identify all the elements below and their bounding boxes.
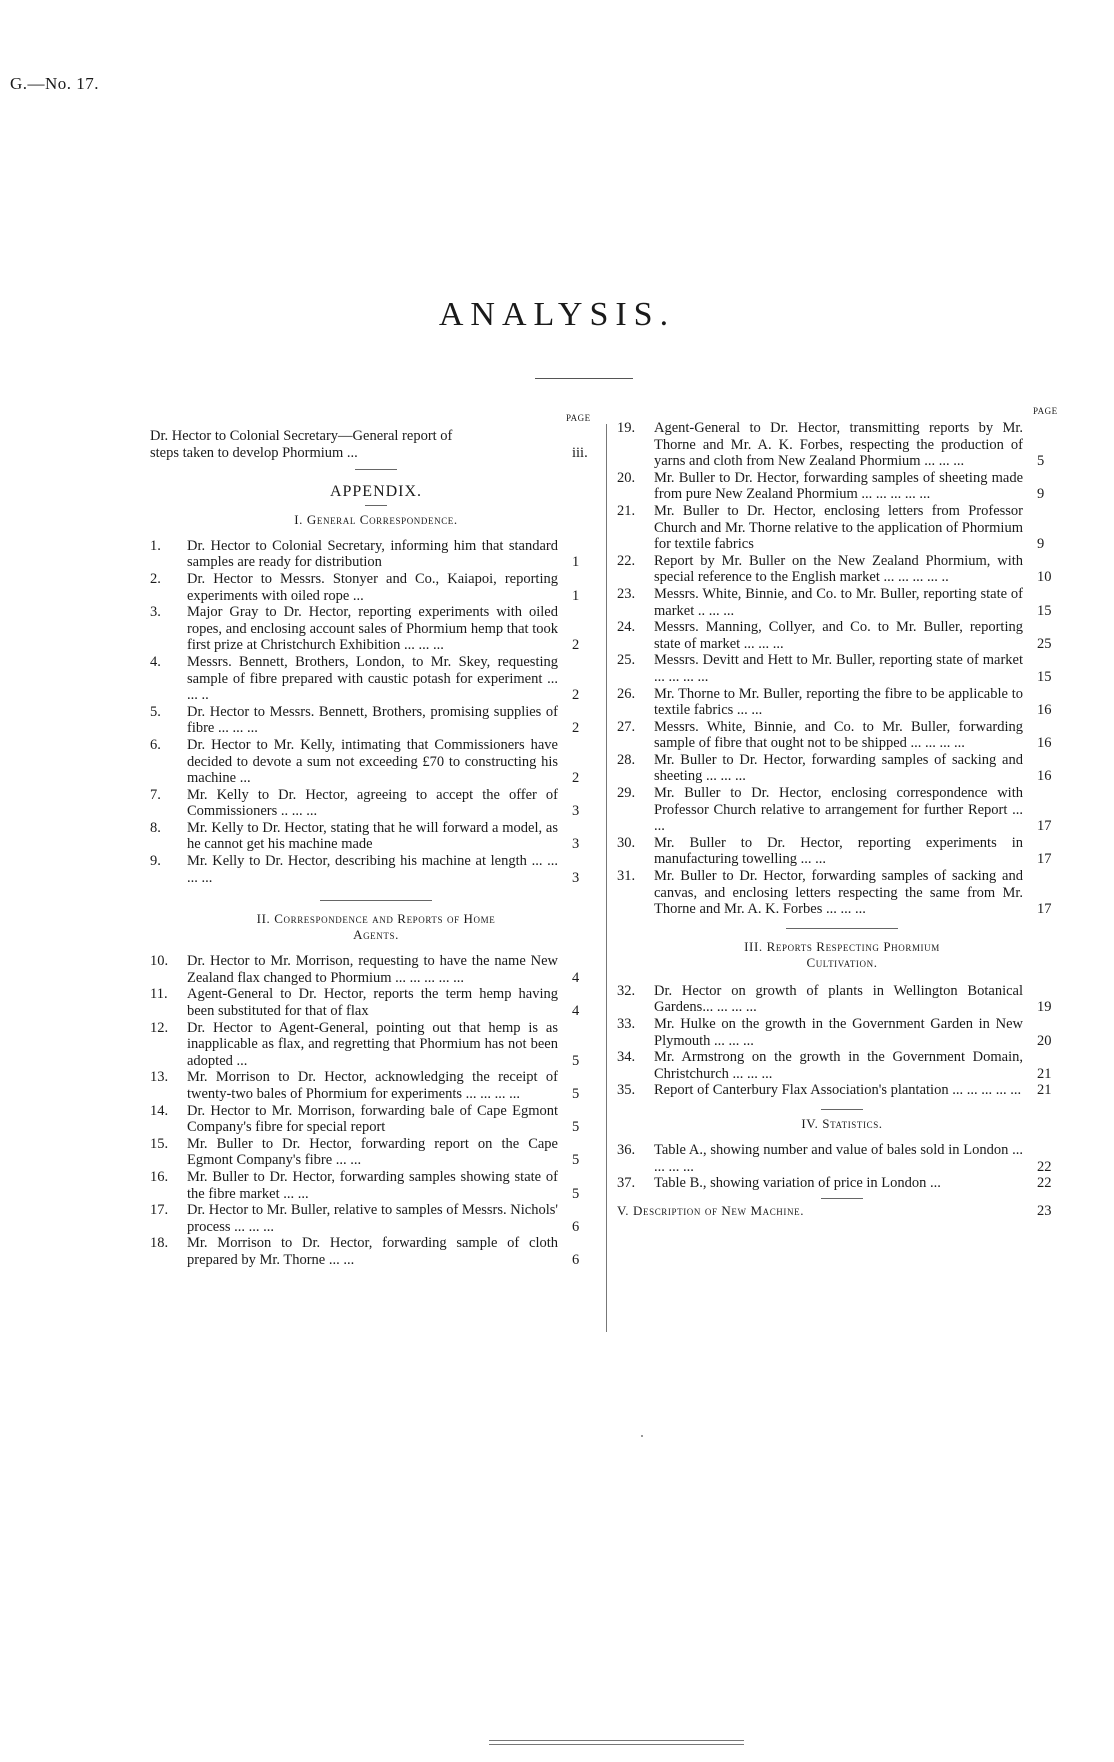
entry-text: Dr. Hector to Mr. Morrison, forwarding bale of Cape Egmont Company's fibre for special report: [187, 1102, 558, 1136]
entry-page: 2: [572, 687, 580, 704]
entry-number: 3.: [150, 604, 161, 621]
page-column-heading-left: PAGE: [566, 413, 591, 423]
general-entry-list: [150, 538, 602, 886]
list-item: [617, 420, 1067, 470]
entry-text: Mr. Kelly to Dr. Hector, agreeing to accept the offer of Commissioners .. ... ...: [187, 786, 558, 820]
list-item: [150, 1235, 602, 1268]
entry-page: 22: [1037, 1175, 1052, 1192]
entry-number: 9.: [150, 853, 161, 870]
entry-number: 14.: [150, 1102, 169, 1119]
entry-page: 5: [572, 1152, 580, 1169]
divider: [365, 505, 387, 506]
divider: [786, 928, 898, 929]
entry-text: Major Gray to Dr. Hector, reporting experiments with oiled ropes, and enclosing account sales of Phormium hemp that took first prize at Christchurch Exhibition ... ... ...: [187, 604, 558, 654]
entry-number: 30.: [617, 834, 636, 851]
list-item: [617, 1175, 1067, 1192]
entry-page: 17: [1037, 818, 1052, 835]
divider: [821, 1198, 863, 1199]
entry-page: 15: [1037, 602, 1052, 619]
entry-number: 1.: [150, 537, 161, 554]
entry-number: 23.: [617, 585, 636, 602]
entry-page: 21: [1037, 1082, 1052, 1099]
entry-text: Mr. Buller to Dr. Hector, enclosing correspondence with Professor Church relative to arrangement for further Report ... ...: [654, 785, 1023, 835]
entry-number: 25.: [617, 652, 636, 669]
entry-text: Messrs. White, Binnie, and Co. to Mr. Buller, reporting state of market .. ... ...: [654, 585, 1023, 619]
phormium-entry-list: [617, 983, 1067, 1099]
entry-page: 6: [572, 1251, 580, 1268]
list-item: [150, 604, 602, 654]
entry-number: 33.: [617, 1016, 636, 1032]
list-item: [617, 586, 1067, 619]
entry-number: 10.: [150, 953, 169, 970]
entry-page: 2: [572, 770, 580, 787]
entry-text: Dr. Hector on growth of plants in Wellington Botanical Gardens... ... ... ...: [654, 982, 1023, 1016]
list-item: [150, 953, 602, 986]
entry-text: Dr. Hector to Colonial Secretary, informing him that standard samples are ready for distribution: [187, 537, 558, 571]
divider: [821, 1109, 863, 1110]
entry-number: 2.: [150, 570, 161, 587]
list-item: [150, 787, 602, 820]
entry-number: 32.: [617, 982, 636, 999]
list-item: [150, 1103, 602, 1136]
list-item: [150, 654, 602, 704]
entry-number: 11.: [150, 986, 168, 1003]
section-heading-statistics: IV. Statistics.: [801, 1115, 883, 1131]
list-item: [617, 652, 1067, 685]
entry-number: 37.: [617, 1175, 636, 1192]
entry-text: Agent-General to Dr. Hector, transmitting reports by Mr. Thorne and Mr. A. K. Forbes, respecting the production of yarns and cloth from New Zealand Phormium ... ... ...: [654, 420, 1023, 470]
entry-text: Dr. Hector to Messrs. Bennett, Brothers, promising supplies of fibre ... ... ...: [187, 703, 558, 737]
list-item: [150, 986, 602, 1019]
entry-page: 16: [1037, 768, 1052, 785]
list-item: [617, 868, 1067, 918]
entry-page: 16: [1037, 735, 1052, 752]
entry-text: Table A., showing number and value of bales sold in London ... ... ... ...: [654, 1141, 1023, 1175]
entry-page: 3: [572, 836, 580, 853]
entry-page: 9: [1037, 536, 1045, 553]
list-item: [617, 553, 1067, 586]
entry-page: 22: [1037, 1158, 1052, 1175]
entry-page: 10: [1037, 569, 1052, 586]
end-rule: [489, 1744, 744, 1745]
entry-number: 24.: [617, 619, 636, 636]
section-heading-line: II. Correspondence and Reports of Home: [256, 911, 496, 927]
left-column: [150, 412, 602, 1269]
entry-page: 16: [1037, 702, 1052, 719]
list-item: [617, 619, 1067, 652]
list-item: [617, 1049, 1067, 1082]
entry-number: 5.: [150, 703, 161, 720]
entry-page: 5: [572, 1052, 580, 1069]
list-item: [150, 1169, 602, 1202]
entry-page: 4: [572, 969, 580, 986]
entry-number: 22.: [617, 552, 636, 569]
home-agents-entry-list: [150, 953, 602, 1268]
list-item: [150, 704, 602, 737]
entry-text: Mr. Buller to Dr. Hector, forwarding samples showing state of the fibre market ... ...: [187, 1168, 558, 1202]
entry-page: 1: [572, 587, 580, 604]
entry-page: 5: [572, 1185, 580, 1202]
entry-page: 25: [1037, 635, 1052, 652]
title-rule: [535, 378, 633, 379]
entry-number: 31.: [617, 868, 636, 885]
document-reference: G.—No. 17.: [10, 74, 100, 93]
entry-page: 4: [572, 1003, 580, 1020]
entry-page: 5: [572, 1086, 580, 1102]
intro-line-1: Dr. Hector to Colonial Secretary—General report of: [150, 428, 453, 444]
end-rule: [489, 1740, 744, 1741]
entry-number: 4.: [150, 653, 161, 670]
entry-number: 17.: [150, 1202, 169, 1219]
entry-number: 28.: [617, 751, 636, 768]
entry-text: Mr. Morrison to Dr. Hector, forwarding sample of cloth prepared by Mr. Thorne ... ...: [187, 1235, 558, 1268]
entry-page: 5: [1037, 453, 1045, 470]
entry-page: 17: [1037, 851, 1052, 868]
entry-text: Report by Mr. Buller on the New Zealand Phormium, with special reference to the English market ... ... ... ... ..: [654, 552, 1023, 586]
list-item: [617, 1142, 1067, 1175]
entry-page: 21: [1037, 1065, 1052, 1082]
entry-page: 2: [572, 637, 580, 654]
entry-number: 12.: [150, 1019, 169, 1036]
entry-number: 34.: [617, 1049, 636, 1066]
list-item: [617, 835, 1067, 868]
entry-text: Messrs. White, Binnie, and Co. to Mr. Buller, forwarding sample of fibre that ought not to be shipped ... ... ... ...: [654, 718, 1023, 752]
list-item: [150, 571, 602, 604]
entry-number: 13.: [150, 1069, 169, 1086]
entry-text: Mr. Thorne to Mr. Buller, reporting the fibre to be applicable to textile fabrics ... ...: [654, 685, 1023, 719]
entry-text: Report of Canterbury Flax Association's plantation ... ... ... ... ...: [654, 1082, 1022, 1099]
entry-text: Messrs. Bennett, Brothers, London, to Mr. Skey, requesting sample of fibre prepared with caustic potash for experiment ... ... ..: [187, 653, 558, 704]
page-column-heading-right: PAGE: [1033, 406, 1058, 416]
entry-text: Mr. Kelly to Dr. Hector, describing his machine at length ... ... ... ...: [187, 853, 558, 886]
entry-text: Mr. Buller to Dr. Hector, forwarding samples of sheeting made from pure New Zealand Phormium ... ... ... ... ...: [654, 469, 1023, 503]
entry-number: 35.: [617, 1082, 636, 1099]
page-title: ANALYSIS.: [438, 296, 676, 333]
entry-text: Dr. Hector to Mr. Morrison, requesting to have the name New Zealand flax changed to Phormium ... ... ... ... ...: [187, 953, 558, 986]
entry-text: Messrs. Devitt and Hett to Mr. Buller, reporting state of market ... ... ... ...: [654, 652, 1023, 685]
entry-number: 29.: [617, 785, 636, 802]
list-item: [150, 820, 602, 853]
entry-number: 21.: [617, 502, 636, 519]
entry-text: Mr. Hulke on the growth in the Government Garden in New Plymouth ... ... ...: [654, 1016, 1023, 1049]
divider: [320, 900, 432, 901]
entry-text: Mr. Buller to Dr. Hector, reporting experiments in manufacturing towelling ... ...: [654, 834, 1023, 868]
entry-page: 15: [1037, 668, 1052, 685]
new-machine-page: 23: [1037, 1202, 1052, 1219]
entry-text: Mr. Buller to Dr. Hector, forwarding samples of sacking and canvas, and enclosing letters respecting the same from Mr. Thorne and Mr. A. K. Forbes ... ... ...: [654, 868, 1023, 918]
entry-number: 27.: [617, 718, 636, 735]
entry-text: Dr. Hector to Agent-General, pointing out that hemp is as inapplicable as flax, and regretting that Phormium has not been adopted ...: [187, 1019, 558, 1069]
list-item: [150, 737, 602, 787]
entry-text: Mr. Buller to Dr. Hector, forwarding report on the Cape Egmont Company's fibre ... ...: [187, 1135, 558, 1169]
entry-page: 3: [572, 869, 580, 886]
list-item: [150, 1202, 602, 1235]
section-heading-line: III. Reports Respecting Phormium: [744, 938, 940, 954]
entry-text: Mr. Buller to Dr. Hector, enclosing letters from Professor Church and Mr. Thorne relative to the application of Phormium for textile fabrics: [654, 502, 1023, 553]
list-item: [617, 1082, 1067, 1099]
list-item: [617, 752, 1067, 785]
section-heading-line: Cultivation.: [806, 954, 878, 970]
list-item: [617, 686, 1067, 719]
entry-number: 18.: [150, 1235, 169, 1252]
list-item: [150, 1136, 602, 1169]
list-item: [617, 503, 1067, 553]
entry-number: 26.: [617, 685, 636, 702]
list-item: [150, 1020, 602, 1070]
entry-page: 1: [572, 554, 580, 571]
entry-text: Dr. Hector to Mr. Buller, relative to samples of Messrs. Nichols' process ... ... ...: [187, 1202, 558, 1235]
intro-entry: [150, 428, 602, 461]
intro-line-2: steps taken to develop Phormium ...: [150, 444, 358, 461]
list-item: [617, 983, 1067, 1016]
section-heading-phormium: [617, 939, 1067, 971]
appendix-heading: APPENDIX.: [329, 483, 423, 501]
column-divider: [606, 424, 607, 1332]
list-item: [617, 470, 1067, 503]
entry-page: 6: [572, 1218, 580, 1235]
entry-text: Mr. Armstrong on the growth in the Government Domain, Christchurch ... ... ...: [654, 1049, 1023, 1082]
section-heading-new-machine: [617, 1203, 1067, 1220]
entry-text: Messrs. Manning, Collyer, and Co. to Mr. Buller, reporting state of market ... ... ...: [654, 619, 1023, 652]
intro-page: iii.: [572, 444, 588, 461]
speck: [641, 1435, 643, 1437]
entry-text: Mr. Buller to Dr. Hector, forwarding samples of sacking and sheeting ... ... ...: [654, 751, 1023, 785]
section-heading-home-agents: [150, 911, 602, 943]
entry-text: Table B., showing variation of price in London ...: [654, 1175, 941, 1192]
list-item: [150, 853, 602, 886]
list-item: [150, 538, 602, 571]
entry-number: 20.: [617, 469, 636, 486]
entry-number: 15.: [150, 1135, 169, 1152]
entry-number: 16.: [150, 1168, 169, 1185]
entry-number: 8.: [150, 819, 161, 836]
entry-number: 7.: [150, 786, 161, 803]
entry-page: 20: [1037, 1032, 1052, 1049]
section-heading-line: Agents.: [353, 927, 399, 943]
divider: [355, 469, 397, 470]
entry-number: 36.: [617, 1141, 636, 1158]
right-column: [617, 420, 1067, 1219]
statistics-entry-list: [617, 1142, 1067, 1192]
entry-page: 2: [572, 720, 580, 737]
entry-page: 17: [1037, 901, 1052, 918]
list-item: [617, 719, 1067, 752]
entry-text: Dr. Hector to Mr. Kelly, intimating that Commissioners have decided to devote a sum not exceeding £70 to constructing his machine ...: [187, 736, 558, 787]
home-agents-entry-list-continued: [617, 420, 1067, 918]
list-item: [617, 785, 1067, 835]
entry-page: 5: [572, 1119, 580, 1136]
new-machine-heading: V. Description of New Machine.: [617, 1202, 805, 1218]
entry-text: Agent-General to Dr. Hector, reports the term hemp having been substituted for that of flax: [187, 986, 558, 1020]
section-heading-general: I. General Correspondence.: [294, 511, 458, 527]
entry-page: 9: [1037, 486, 1045, 503]
entry-number: 19.: [617, 420, 636, 436]
entry-page: 19: [1037, 999, 1052, 1016]
entry-text: Dr. Hector to Messrs. Stonyer and Co., Kaiapoi, reporting experiments with oiled rope ...: [187, 570, 558, 604]
list-item: [150, 1069, 602, 1102]
entry-number: 6.: [150, 736, 161, 753]
entry-text: Mr. Morrison to Dr. Hector, acknowledging the receipt of twenty-two bales of Phormium for experiments ... ... ... ...: [187, 1069, 558, 1102]
list-item: [617, 1016, 1067, 1049]
entry-text: Mr. Kelly to Dr. Hector, stating that he will forward a model, as he cannot get his machine made: [187, 819, 558, 853]
entry-page: 3: [572, 803, 580, 820]
